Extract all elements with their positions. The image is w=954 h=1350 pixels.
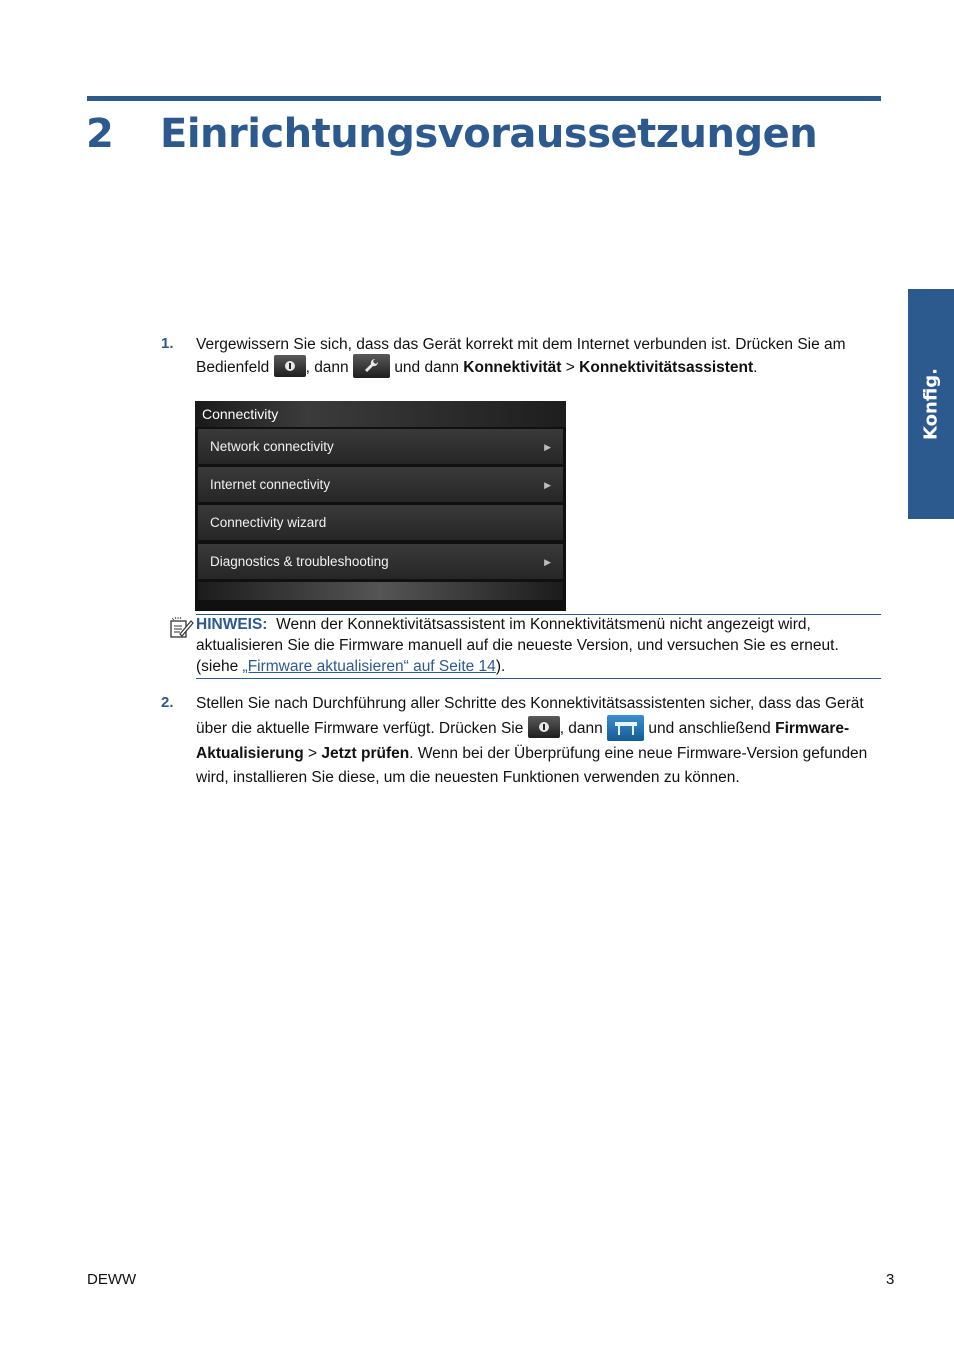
info-button-icon: [274, 355, 306, 377]
menu-item-network-connectivity[interactable]: Network connectivity ▶: [198, 429, 563, 465]
chevron-right-icon: ▶: [544, 480, 551, 490]
chapter-title: Einrichtungsvoraussetzungen: [160, 111, 818, 157]
chevron-right-icon: ▶: [544, 557, 551, 567]
section-side-tab: [908, 289, 954, 519]
chapter-number: 2: [86, 111, 114, 157]
menu-firmware-aktualisierung: Firmware-Aktualisierung: [196, 720, 850, 762]
note-label: HINWEIS:: [196, 616, 268, 633]
chevron-right-icon: ▶: [544, 442, 551, 452]
info-button-icon: [528, 716, 560, 738]
menu-item-diagnostics[interactable]: Diagnostics & troubleshooting ▶: [198, 544, 563, 580]
step-1-text: Vergewissern Sie sich, dass das Gerät korrekt mit dem Internet verbunden ist. Drücken Sie am Bedienfeld , dann und dann Konnektivität > Konnektivitätsassistent.: [196, 336, 846, 377]
firmware-update-link[interactable]: „Firmware aktualisieren“ auf Seite 14: [242, 658, 496, 675]
note-bottom-rule: [196, 678, 881, 679]
panel-title: Connectivity: [195, 401, 566, 427]
footer-doc-code: DEWW: [87, 1271, 137, 1288]
menu-item-internet-connectivity[interactable]: Internet connectivity ▶: [198, 467, 563, 503]
step-2-text: Stellen Sie nach Durchführung aller Schritte des Konnektivitätsassistenten sicher, dass das Gerät über die aktuelle Firmware verfügt. Drücken Sie , dann und anschließend Firmware-Aktualisierung > Jetzt prüfen. Wenn bei der Überprüfung eine neue Firmware-Version gefunden wird, installieren Sie diese, um die neuesten Funktionen verwenden zu können.: [196, 695, 868, 786]
footer-page-number: 3: [886, 1271, 895, 1288]
chapter-rule: [87, 96, 881, 101]
step-1-number: 1.: [161, 335, 174, 352]
note-text: HINWEIS: Wenn der Konnektivitätsassistent im Konnektivitätsmenü nicht angezeigt wird, aktualisieren Sie die Firmware manuell auf die neueste Version, und versuchen Sie es erneut. (siehe „Firmware aktualisieren“ auf Seite 14).: [196, 616, 839, 675]
menu-konnektivitaet: Konnektivität: [463, 359, 562, 377]
menu-konnektivitaetsassistent: Konnektivitätsassistent: [579, 359, 754, 377]
wrench-button-icon: [353, 354, 390, 378]
connectivity-panel-screenshot: [195, 401, 566, 611]
note-pencil-icon: [170, 617, 194, 644]
panel-footer-bar: [198, 582, 563, 600]
menu-item-connectivity-wizard[interactable]: Connectivity wizard: [198, 505, 563, 541]
side-tab-label: Konfig.: [920, 368, 942, 440]
step-2-number: 2.: [161, 694, 174, 711]
menu-jetzt-pruefen: Jetzt prüfen: [321, 745, 410, 762]
printer-button-icon: [607, 715, 644, 741]
